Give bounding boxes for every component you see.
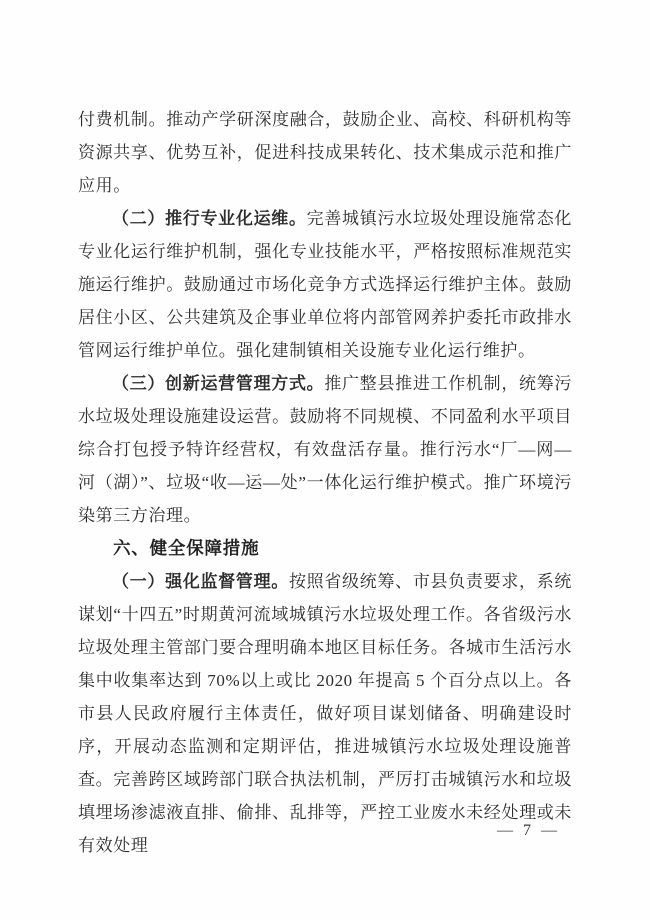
text-block [78, 103, 572, 862]
paragraph-text: 完善城镇污水垃圾处理设施常态化专业化运行维护机制，强化专业技能水平，严格按照标准规范实施运行维护。鼓励通过市场化竞争方式选择运行维护主体。鼓励居住小区、公共建筑及企事业单位将内部管网养护委托市政排水管网运行维护单位。强化建制镇相关设施专业化运行维护。 [78, 209, 572, 360]
paragraph-lead: （一）强化监督管理。 [112, 572, 289, 591]
paragraph-lead: （三）创新运营管理方式。 [112, 374, 325, 393]
section-heading: 六、健全保障措施 [113, 538, 260, 558]
page-number: — 7 — [497, 822, 560, 839]
paragraph-item-1 [78, 565, 572, 862]
paragraph-text: 推广整县推进工作机制，统筹污水垃圾处理设施建设运营。鼓励将不同规模、不同盈利水平项目综合打包授予特许经营权，有效盘活存量。推行污水“厂—网—河（湖）”、垃圾“收—运—处”一体化运行维护模式。推广环境污染第三方治理。 [78, 374, 573, 525]
paragraph-item-2 [78, 202, 572, 367]
paragraph-lead: （二）推行专业化运维。 [112, 209, 307, 228]
paragraph-continuation [78, 103, 572, 202]
paragraph-text: 付费机制。推动产学研深度融合，鼓励企业、高校、科研机构等资源共享、优势互补，促进科技成果转化、技术集成示范和推广应用。 [78, 110, 572, 195]
paragraph-item-3 [78, 367, 572, 532]
paragraph-text: 按照省级统筹、市县负责要求，系统谋划“十四五”时期黄河流域城镇污水垃圾处理工作。各省级污水垃圾处理主管部门要合理明确本地区目标任务。各城市生活污水集中收集率达到 70%以上或比 2020 年提高 5 个百分点以上。各市县人民政府履行主体责任，做好项目谋划储备、明确建设时序，开展动态监测和定期评估，推进城镇污水垃圾处理设施普查。完善跨区域跨部门联合执法机制，严厉打击城镇污水和垃圾填埋场渗滤液直排、偷排、乱排等，严控工业废水未经处理或未有效处理 [78, 572, 573, 855]
